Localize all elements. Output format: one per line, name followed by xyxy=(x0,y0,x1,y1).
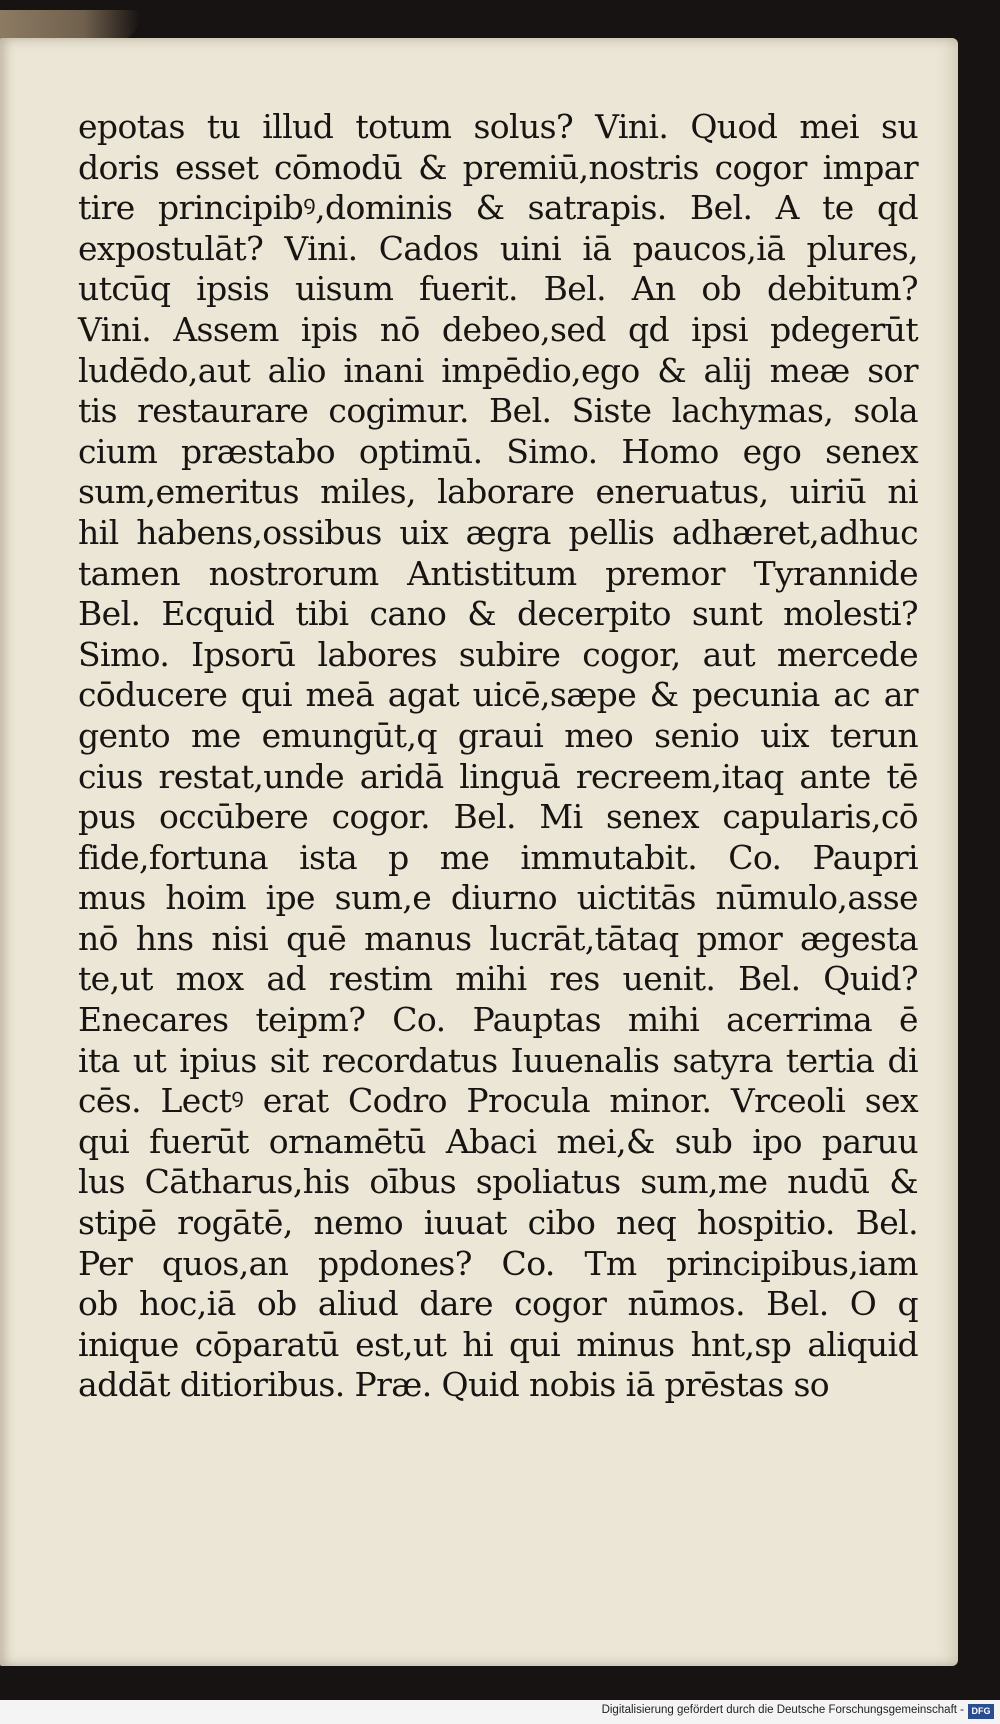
text-line: addāt ditioribus. Præ. Quid nobis iā prēstas so xyxy=(78,1365,830,1405)
dfg-logo-icon: DFG xyxy=(968,1704,994,1719)
text-line: epotas tu illud totum solus? Vini. Quod mei su xyxy=(78,107,918,146)
text-line: sum,emeritus miles, laborare eneruatus, uiriū ni xyxy=(78,472,918,512)
text-line: tamen nostrorum Antistitum premor Tyrannide xyxy=(78,553,918,593)
text-line: cium præstabo optimū. Simo. Homo ego senex xyxy=(78,431,918,471)
text-line: nō hns nisi quē manus lucrāt,tātaq pmor ægesta xyxy=(78,918,918,958)
text-line: ob hoc,iā ob aliud dare cogor nūmos. Bel. O q xyxy=(78,1284,918,1324)
text-line: ita ut ipius sit recordatus Iuuenalis satyra tertia di xyxy=(78,1040,918,1080)
text-line: lus Cātharus,his oībus spoliatus sum,me nudū & xyxy=(78,1162,918,1202)
text-line: tire principibꝰ,dominis & satrapis. Bel. A te qd xyxy=(78,188,918,228)
text-line: cēs. Lectꝰ erat Codro Procula minor. Vrceoli sex xyxy=(78,1081,918,1121)
text-line: cōducere qui meā agat uicē,sæpe & pecunia ac ar xyxy=(78,675,918,715)
text-line: Vini. Assem ipis nō debeo,sed qd ipsi pdegerūt xyxy=(78,309,918,349)
text-line: ludēdo,aut alio inani impēdio,ego & alij meæ sor xyxy=(78,350,918,390)
text-line: tis restaurare cogimur. Bel. Siste lachymas, sola xyxy=(78,391,918,431)
text-line: Simo. Ipsorū labores subire cogor, aut mercede xyxy=(78,634,918,674)
text-line: fide,fortuna ista p me immutabit. Co. Paupri xyxy=(78,837,918,877)
page-text xyxy=(78,107,918,1406)
text-line: gento me emungūt,q graui meo senio uix terun xyxy=(78,715,918,755)
text-line: pus occūbere cogor. Bel. Mi senex capularis,cō xyxy=(78,797,918,837)
text-line: te,ut mox ad restim mihi res uenit. Bel. Quid? xyxy=(78,959,918,999)
text-line: stipē rogātē, nemo iuuat cibo neq hospitio. Bel. xyxy=(78,1203,918,1243)
text-line: doris esset cōmodū & premiū,nostris cogor impar xyxy=(78,147,918,187)
text-line: Enecares teipm? Co. Pauptas mihi acerrima ē xyxy=(78,1000,918,1040)
text-line: hil habens,ossibus uix ægra pellis adhæret,adhuc xyxy=(78,512,918,552)
text-line: utcūq ipsis uisum fuerit. Bel. An ob debitum? xyxy=(78,269,918,309)
text-line: inique cōparatū est,ut hi qui minus hnt,sp aliquid xyxy=(78,1324,918,1364)
text-line: Bel. Ecquid tibi cano & decerpito sunt molesti? xyxy=(78,594,918,634)
text-line: qui fuerūt ornamētū Abaci mei,& sub ipo paruu xyxy=(78,1121,918,1161)
text-line: mus hoim ipe sum,e diurno uictitās nūmulo,asse xyxy=(78,878,918,918)
text-line: cius restat,unde aridā linguā recreem,itaq ante tē xyxy=(78,756,918,796)
digitization-credit: Digitalisierung gefördert durch die Deutsche Forschungsgemeinschaft - xyxy=(601,1704,964,1716)
text-line: expostulāt? Vini. Cados uini iā paucos,iā plures, xyxy=(78,228,918,268)
text-line: Per quos,an ppdones? Co. Tm principibus,iam xyxy=(78,1243,918,1283)
